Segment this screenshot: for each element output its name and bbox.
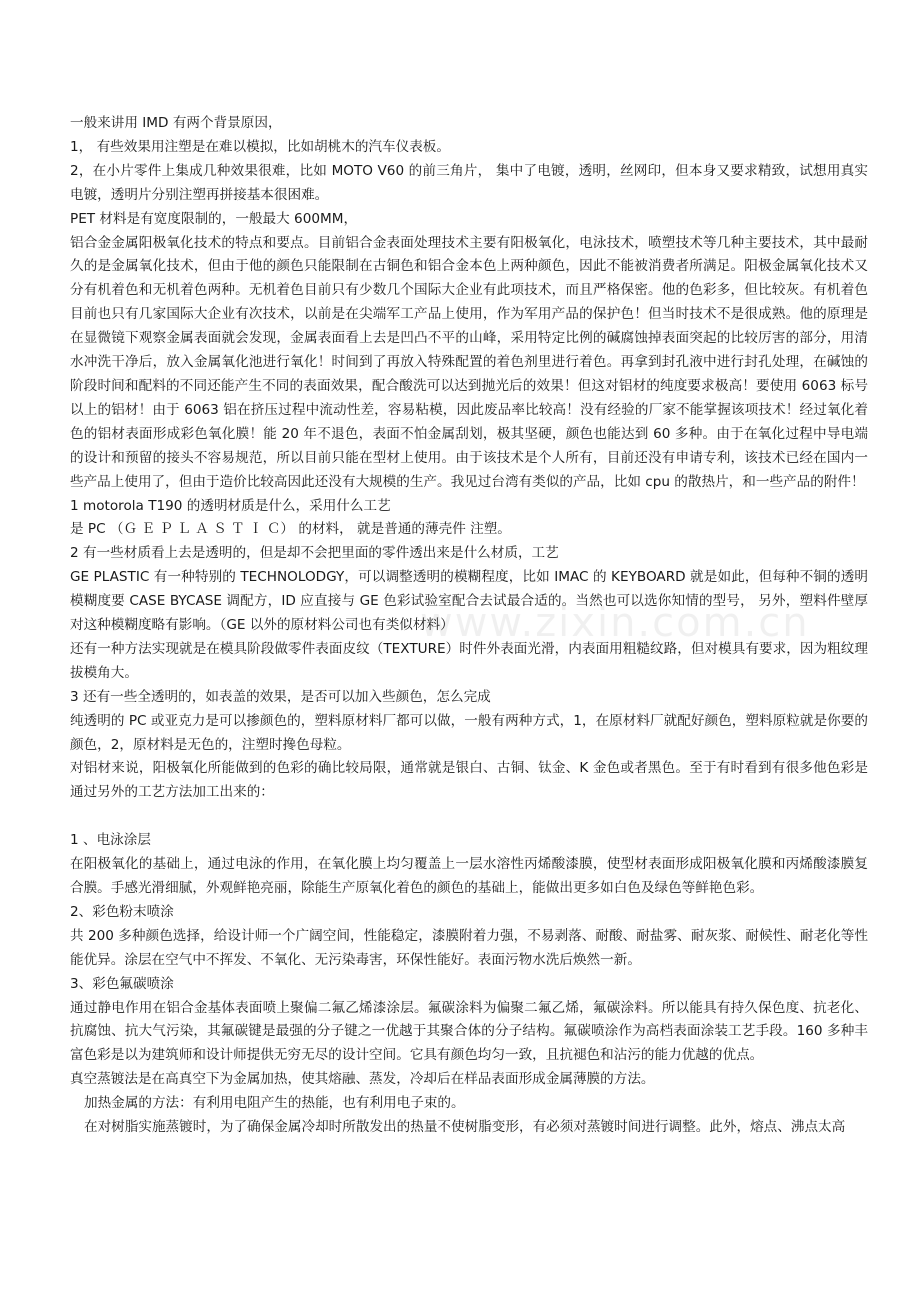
paragraph: PET 材料是有宽度限制的，一般最大 600MM， xyxy=(70,210,358,227)
paragraph: 一般来讲用 IMD 有两个背景原因， xyxy=(70,115,282,131)
paragraph: 对铝材来说，阳极氧化所能做到的色彩的确比较局限，通常就是银白、古铜、钛金、K 金色或者黑色。至于有时看到有很多他色彩是通过另外的工艺方法加工出来的： xyxy=(70,760,868,801)
paragraph: GE PLASTIC 有一种特别的 TECHNOLODGY，可以调整透明的模糊程度，比如 IMAC 的 KEYBOARD 就是如此，但每种不铜的透明模糊度要 CASE BYCASE 调配方，ID 应直接与 GE 色彩试验室配合去试最合适的。当然也可以选你知情的型号， 另外，塑料件壁厚对这种模糊度略有影响。（GE 以外的原材料公司也有类似材料） xyxy=(70,569,868,634)
section-heading: 2、彩色粉末喷涂 xyxy=(70,903,174,920)
paragraph: 在对树脂实施蒸镀时，为了确保金属冷却时所散发出的热量不使树脂变形，有必须对蒸镀时间进行调整。此外，熔点、沸点太高 xyxy=(84,1119,846,1136)
section-heading: 3、彩色氟碳喷涂 xyxy=(70,975,174,992)
paragraph: 真空蒸镀法是在高真空下为金属加热，使其熔融、蒸发，冷却后在样品表面形成金属薄膜的方法。 xyxy=(70,1071,655,1088)
paragraph: 是 PC （Ｇ Ｅ Ｐ Ｌ Ａ Ｓ Ｔ Ｉ Ｃ） 的材料， 就是普通的薄壳件 注塑。 xyxy=(70,521,511,538)
paragraph: 加热金属的方法：有利用电阻产生的热能，也有利用电子束的。 xyxy=(84,1095,465,1112)
paragraph: 通过静电作用在铝合金基体表面喷上聚偏二氟乙烯漆涂层。氟碳涂料为偏聚二氟乙烯，氟碳涂料。所以能具有持久保色度、抗老化、抗腐蚀、抗大气污染，其氟碳键是最强的分子键之一优越于其聚合体的分子结构。氟碳喷涂作为高档表面涂装工艺手段。160 多种丰富色彩是以为建筑师和设计师提供无穷无尽的设计空间。它具有颜色均匀一致，且抗褪色和沾污的能力优越的优点。 xyxy=(70,999,868,1064)
section-heading: 1 、电泳涂层 xyxy=(70,832,151,849)
document-body xyxy=(70,112,868,1140)
paragraph: 2，在小片零件上集成几种效果很难，比如 MOTO V60 的前三角片， 集中了电镀，透明，丝网印，但本身又要求精致，试想用真实电镀，透明片分别注塑再拼接基本很困难。 xyxy=(70,162,868,203)
paragraph: 共 200 多种颜色选择，给设计师一个广阔空间，性能稳定，漆膜附着力强，不易剥落、耐酸、耐盐雾、耐灰浆、耐候性、耐老化等性能优异。涂层在空气中不挥发、不氧化、无污染毒害，环保性能好。表面污物水洗后焕然一新。 xyxy=(70,927,868,968)
paragraph: 2 有一些材质看上去是透明的，但是却不会把里面的零件透出来是什么材质，工艺 xyxy=(70,545,559,562)
blank-line xyxy=(70,805,868,829)
paragraph: 还有一种方法实现就是在模具阶段做零件表面皮纹（TEXTURE）时件外表面光滑，内表面用粗糙纹路，但对模具有要求，因为粗纹理拔模角大。 xyxy=(70,640,868,681)
paragraph: 1， 有些效果用注塑是在难以模拟，比如胡桃木的汽车仪表板。 xyxy=(70,138,450,155)
paragraph: 铝合金金属阳极氧化技术的特点和要点。目前铝合金表面处理技术主要有阳极氧化，电泳技术，喷塑技术等几种主要技术，其中最耐久的是金属氧化技术，但由于他的颜色只能限制在古铜色和铝合金本色上两种颜色，因此不能被消费者所满足。阳极金属氧化技术又分有机着色和无机着色两种。无机着色目前只有少数几个国际大企业有此项技术，而且严格保密。他的色彩多，但比较灰。有机着色目前也只有几家国际大企业有次技术，以前是在尖端军工产品上使用，作为军用产品的保护色！但当时技术不是很成熟。他的原理是在显微镜下观察金属表面就会发现，金属表面看上去是凹凸不平的山峰，采用特定比例的碱腐蚀掉表面突起的比较厉害的部分，用清水冲洗干净后，放入金属氧化池进行氧化！时间到了再放入特殊配置的着色剂里进行着色。再拿到封孔液中进行封孔处理，在碱蚀的阶段时间和配料的不同还能产生不同的表面效果，配合酸洗可以达到抛光后的效果！但这对铝材的纯度要求极高！要使用 6063 标号以上的铝材！由于 6063 铝在挤压过程中流动性差，容易粘模，因此废品率比较高！没有经验的厂家不能掌握该项技术！经过氧化着色的铝材表面形成彩色氧化膜！能 20 年不退色，表面不怕金属刮划，极其坚硬，颜色也能达到 60 多种。由于在氧化过程中导电端的设计和预留的接头不容易规范，所以目前只能在型材上使用。由于该技术是个人所有，目前还没有申请专利，该技术已经在国内一些产品上使用了，但由于造价比较高因此还没有大规模的生产。我见过台湾有类似的产品，比如 cpu 的散热片，和一些产品的附件！ xyxy=(70,234,868,490)
paragraph: 3 还有一些全透明的，如表盖的效果，是否可以加入些颜色，怎么完成 xyxy=(70,688,491,705)
paragraph: 纯透明的 PC 或亚克力是可以掺颜色的，塑料原材料厂都可以做，一般有两种方式，1，在原材料厂就配好颜色，塑料原粒就是你要的颜色，2，原材料是无色的，注塑时搀色母粒。 xyxy=(70,712,868,753)
paragraph: 1 motorola T190 的透明材质是什么，采用什么工艺 xyxy=(70,497,391,514)
paragraph: 在阳极氧化的基础上，通过电泳的作用，在氧化膜上均匀覆盖上一层水溶性丙烯酸漆膜，使型材表面形成阳极氧化膜和丙烯酸漆膜复合膜。手感光滑细腻，外观鲜艳亮丽，除能生产原氧化着色的颜色的基础上，能做出更多如白色及绿色等鲜艳色彩。 xyxy=(70,856,868,896)
watermark: www.zixin.com.cn xyxy=(420,600,810,646)
